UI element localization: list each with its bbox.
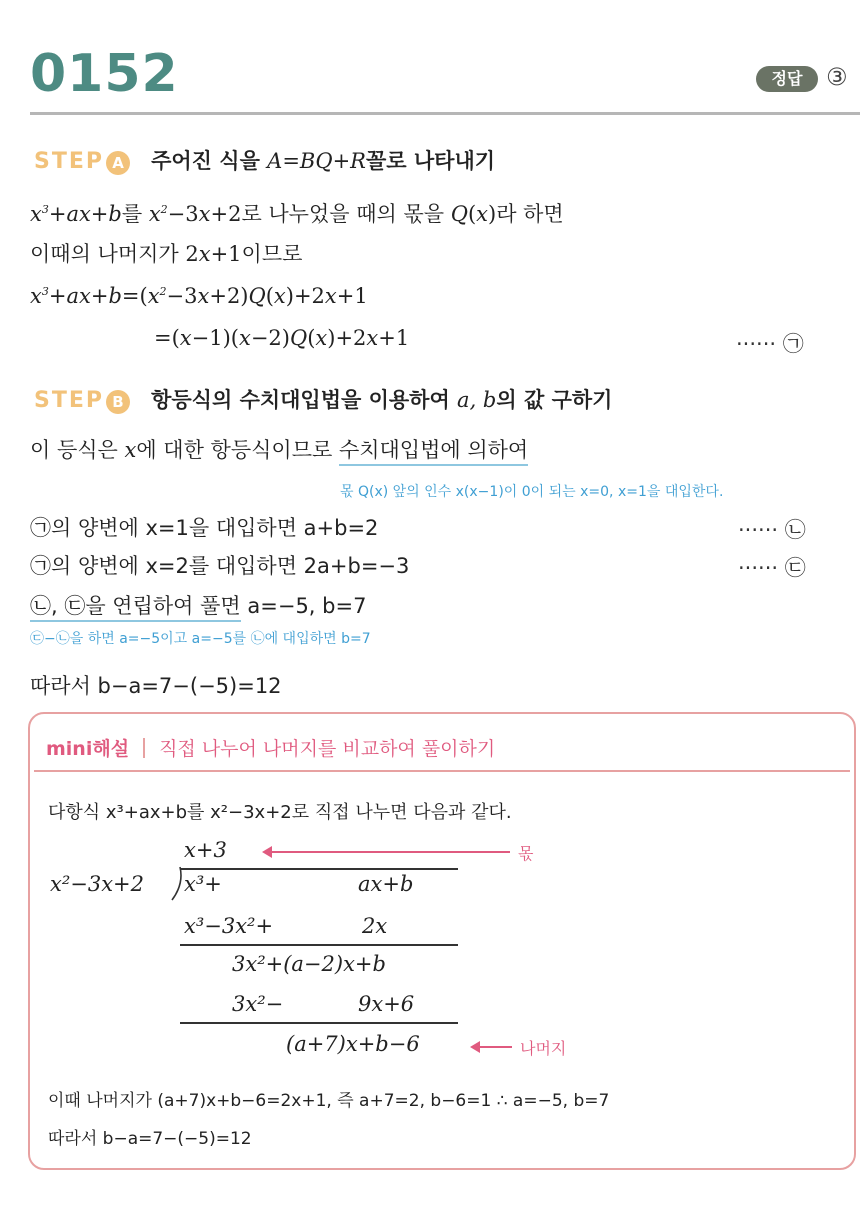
division-quotient: x+3 — [184, 838, 227, 862]
division-sub1-a: x³−3x²+ — [184, 914, 274, 938]
quotient-label: 몫 — [518, 844, 534, 863]
step-b-line1: 이 등식은 x에 대한 항등식이므로 수치대입법에 의하여 — [30, 434, 528, 464]
step-a-eq2: =(x−1)(x−2)Q(x)+2x+1 — [154, 326, 410, 350]
step-a-badge-icon: A — [106, 151, 130, 175]
step-b-line1-pre: 이 등식은 — [30, 438, 125, 462]
step-a-title-pre: 주어진 식을 — [151, 149, 268, 173]
mini-intro: 다항식 x³+ax+b를 x²−3x+2로 직접 나누면 다음과 같다. — [48, 802, 512, 823]
step-a-eq1: $x^3+ax+b=(x^2-3x+2)Q(x)+2x+1$ — [30, 284, 368, 308]
division-sub1-b: 2x — [362, 914, 388, 938]
remainder-arrow-icon — [478, 1046, 512, 1048]
step-b-line1-underlined: 수치대입법에 의하여 — [339, 438, 528, 466]
step-b-badge-icon: B — [106, 390, 130, 414]
division-sub2-b: 9x+6 — [358, 992, 415, 1016]
division-line-1 — [180, 944, 458, 946]
mini-label: mini해설 — [46, 738, 130, 760]
step-a-line1-mid: 로 나누었을 때의 몫을 — [241, 202, 451, 226]
division-divisor: x²−3x+2 — [50, 872, 145, 896]
step-b-line3: ㉠의 양변에 x=2를 대입하면 2a+b=−3 — [30, 554, 410, 578]
step-b-line2: ㉠의 양변에 x=1을 대입하면 a+b=2 — [30, 516, 379, 540]
step-b-line4 — [30, 590, 366, 620]
mini-divider — [34, 770, 850, 772]
step-b-title-math: a, b — [457, 388, 497, 412]
step-a-title-math: A=BQ+R — [267, 149, 366, 173]
step-a-line1: $x^3+ax+b$를 $x^2-3x+2$로 나누었을 때의 몫을 Q(x)라 하면 — [30, 202, 564, 226]
remainder-label: 나머지 — [520, 1039, 567, 1058]
step-a-word: STEP — [34, 149, 105, 174]
division-sub2-a: 3x²− — [232, 992, 284, 1016]
division-line-2 — [180, 1022, 458, 1024]
step-a-line1-post: 라 하면 — [496, 202, 564, 226]
tag-2: ······ ㉡ — [738, 518, 806, 542]
division-bar — [180, 868, 458, 870]
answer-badge: 정답 — [756, 66, 818, 92]
step-b-heading — [34, 384, 612, 414]
division-dividend-a: x³+ — [184, 872, 222, 896]
step-a-title — [151, 149, 495, 173]
step-a-heading — [34, 145, 495, 175]
step-b-line4-underlined: ㉡, ㉢을 연립하여 풀면 — [30, 594, 241, 622]
quotient-arrow-icon — [270, 851, 510, 853]
mini-title: 직접 나누어 나머지를 비교하여 풀이하기 — [159, 738, 496, 760]
mini-separator — [143, 738, 145, 758]
mini-header — [46, 734, 495, 761]
step-b-line1-mid: 에 대한 항등식이므로 — [136, 438, 339, 462]
step-a-line2: 이때의 나머지가 2x+1이므로 — [30, 242, 303, 266]
step-a-line1-pre: 를 — [121, 202, 149, 226]
division-remainder-1: 3x²+(a−2)x+b — [232, 952, 386, 976]
division-final-remainder: (a+7)x+b−6 — [286, 1032, 420, 1056]
step-b-title-pre: 항등식의 수치대입법을 이용하여 — [151, 388, 458, 412]
step-b-line5: 따라서 b−a=7−(−5)=12 — [30, 674, 282, 698]
blue-note-2: ㉢−㉡을 하면 a=−5이고 a=−5를 ㉡에 대입하면 b=7 — [30, 631, 371, 647]
step-b-title-post: 의 값 구하기 — [496, 388, 613, 412]
header-divider — [30, 112, 860, 115]
blue-note-1: 몫 Q(x) 앞의 인수 x(x−1)이 0이 되는 x=0, x=1을 대입한다. — [340, 484, 724, 500]
step-b-word: STEP — [34, 388, 105, 413]
tag-3: ······ ㉢ — [738, 556, 806, 580]
step-a-title-post: 꼴로 나타내기 — [366, 149, 496, 173]
mini-conclusion: 이때 나머지가 (a+7)x+b−6=2x+1, 즉 a+7=2, b−6=1 ∴ a=−5, b=7 — [48, 1091, 610, 1111]
answer-value: ③ — [826, 63, 848, 91]
division-dividend-b: ax+b — [358, 872, 414, 896]
mini-final: 따라서 b−a=7−(−5)=12 — [48, 1129, 252, 1149]
tag-1: ······ ㉠ — [736, 332, 804, 356]
division-bracket-icon — [170, 866, 184, 902]
step-b-line4-post: a=−5, b=7 — [240, 594, 367, 618]
step-b-title — [151, 388, 612, 412]
problem-number: 0152 — [30, 44, 179, 104]
